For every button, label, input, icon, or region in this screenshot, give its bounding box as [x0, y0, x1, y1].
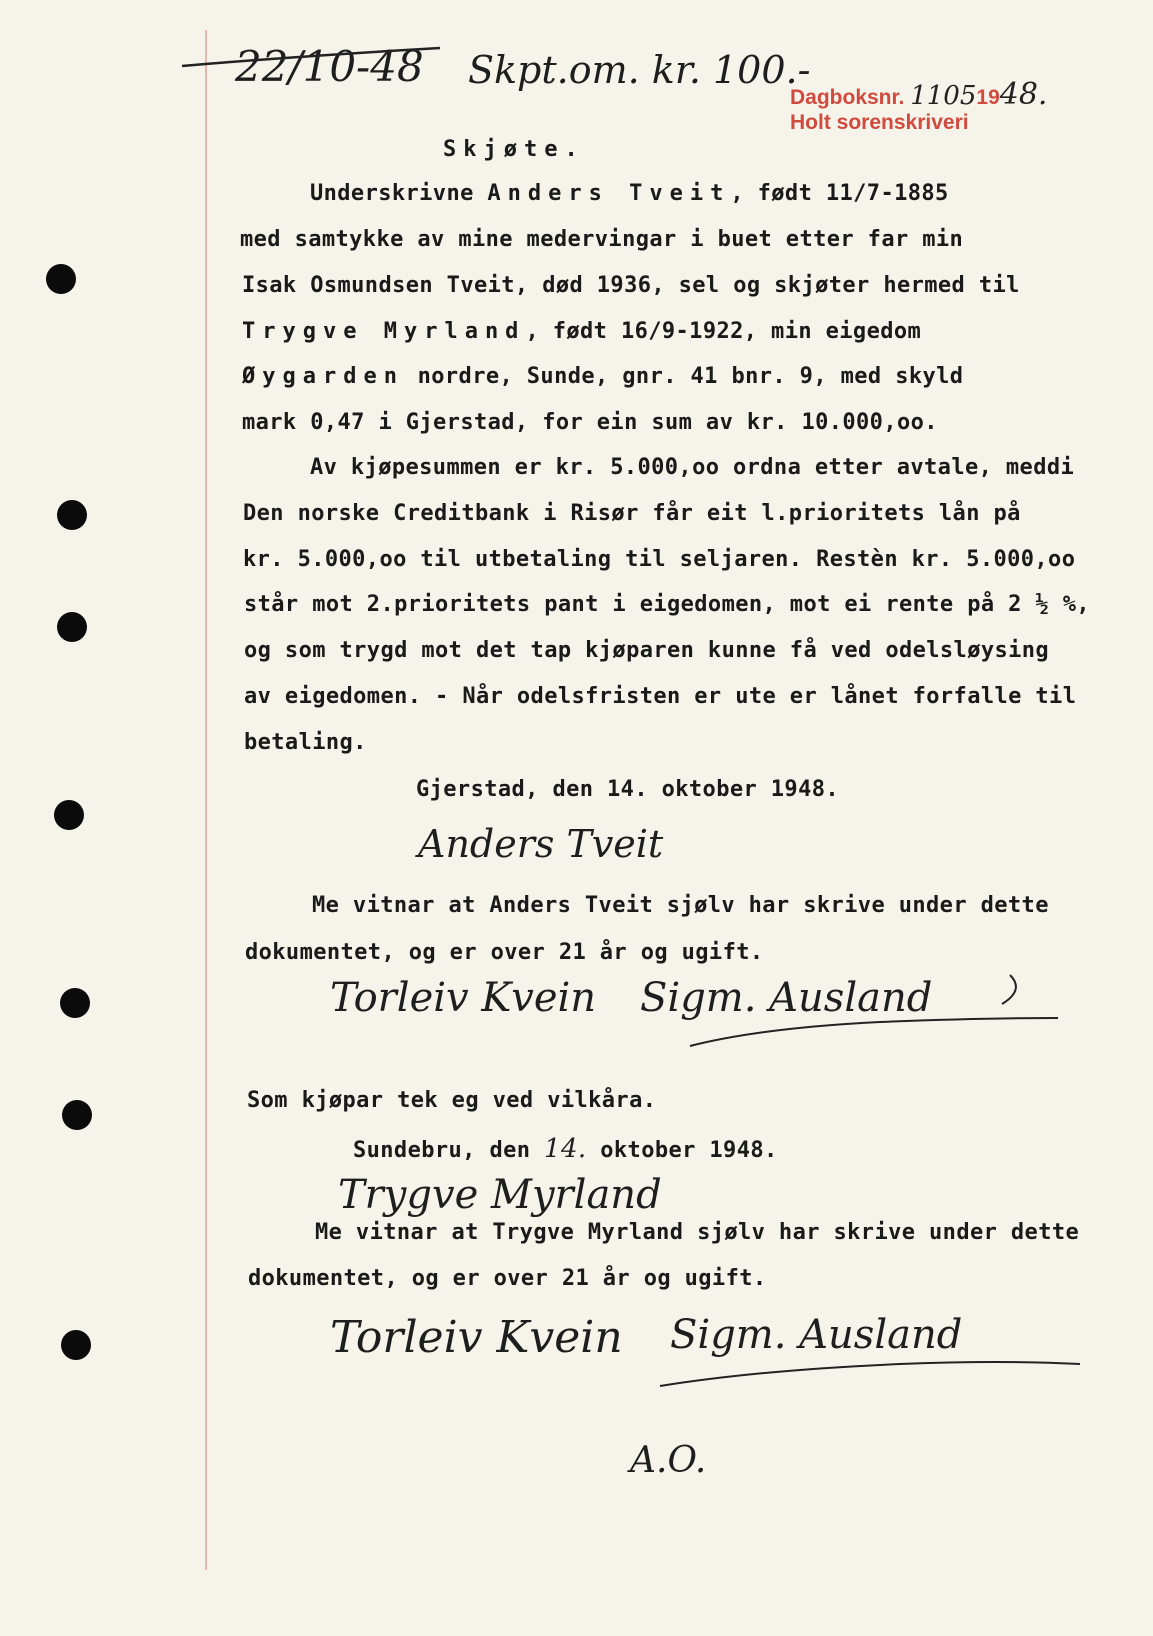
initials: A.O.: [630, 1440, 707, 1481]
body-line-11: og som trygd mot det tap kjøparen kunne få ved odelsløysing: [244, 638, 1050, 663]
document-title: Skjøte.: [443, 137, 585, 162]
body-line-13: betaling.: [244, 730, 367, 755]
witness-text-1-line-1: Me vitnar at Anders Tveit sjølv har skrive under dette: [312, 893, 1049, 918]
witness-signature-1a: Torleiv Kvein: [330, 975, 597, 1021]
body-line-8: Den norske Creditbank i Risør får eit l.prioritets lån på: [243, 501, 1021, 526]
witness-text-2-line-1: Me vitnar at Trygve Myrland sjølv har skrive under dette: [315, 1220, 1080, 1245]
handwritten-date: 22/10-48: [235, 42, 424, 91]
place-date-2: Sundebru, den 14. oktober 1948.: [353, 1134, 778, 1164]
witness-signature-1b: Sigm. Ausland: [640, 975, 933, 1021]
signature-buyer: Trygve Myrland: [338, 1172, 662, 1218]
handwritten-fee-note: Skpt.om. kr. 100.-: [468, 48, 811, 92]
body-line-2: med samtykke av mine medervingar i buet etter far min: [240, 227, 964, 252]
body-line-3: Isak Osmundsen Tveit, død 1936, sel og skjøter hermed til: [242, 273, 1020, 298]
body-line-7: Av kjøpesummen er kr. 5.000,oo ordna etter avtale, meddi: [310, 455, 1075, 480]
body-line-4: Trygve Myrland, født 16/9-1922, min eigedom: [242, 319, 922, 344]
body-line-10: står mot 2.prioritets pant i eigedomen, mot ei rente på 2 ½ %,: [244, 592, 1090, 617]
stamp-label: Dagboksnr.: [790, 86, 905, 109]
body-line-5: Øygarden nordre, Sunde, gnr. 41 bnr. 9, med skyld: [242, 364, 964, 389]
stamp-year: 48.: [999, 77, 1048, 112]
signature-seller: Anders Tveit: [418, 822, 664, 866]
witness-signature-2b: Sigm. Ausland: [670, 1312, 963, 1358]
body-line-12: av eigedomen. - Når odelsfristen er ute er lånet forfalle til: [244, 684, 1077, 709]
stamp-line-2: Holt sorenskriveri: [790, 111, 969, 134]
place-date-1: Gjerstad, den 14. oktober 1948.: [416, 777, 839, 802]
witness-text-1-line-2: dokumentet, og er over 21 år og ugift.: [245, 940, 764, 965]
witness-signature-2a: Torleiv Kvein: [330, 1312, 623, 1363]
body-line-9: kr. 5.000,oo til utbetaling til seljaren. Restèn kr. 5.000,oo: [243, 547, 1076, 572]
stamp-number: 1105: [910, 81, 977, 111]
buyer-acceptance: Som kjøpar tek eg ved vilkåra.: [247, 1088, 657, 1113]
stamp-year-prefix: 19: [976, 86, 1000, 109]
witness-text-2-line-2: dokumentet, og er over 21 år og ugift.: [248, 1266, 767, 1291]
body-line-1: Underskrivne Anders Tveit, født 11/7-1885: [310, 181, 949, 206]
body-line-6: mark 0,47 i Gjerstad, for ein sum av kr. 10.000,oo.: [242, 410, 938, 435]
